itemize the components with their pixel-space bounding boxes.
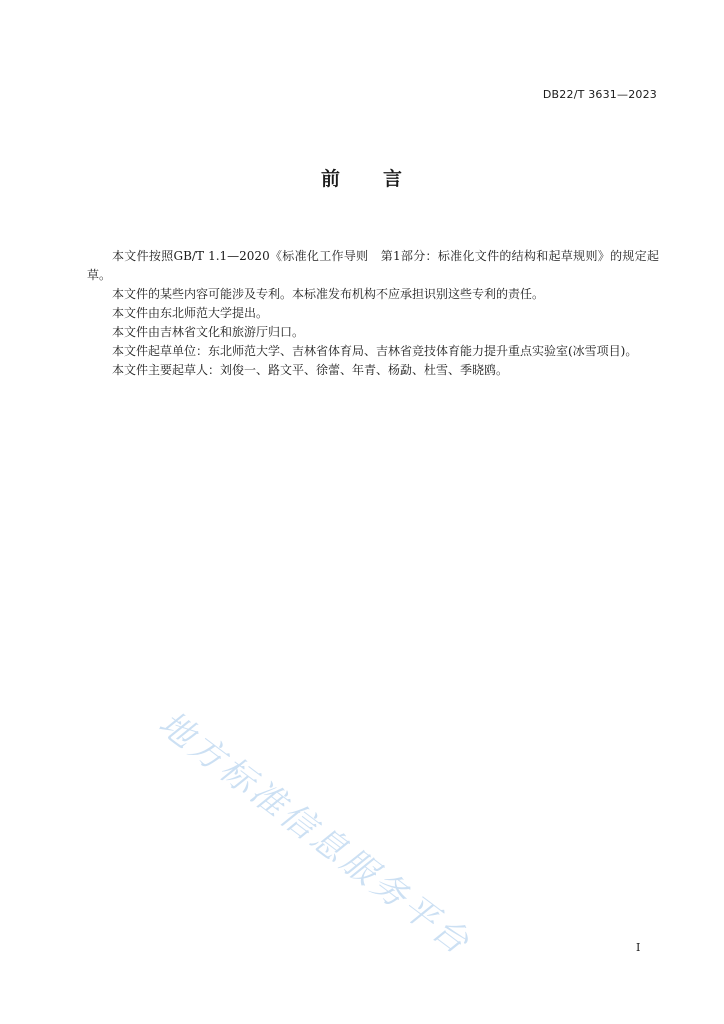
watermark: 地方标准信息服务平台 bbox=[151, 703, 479, 965]
document-code: DB22/T 3631—2023 bbox=[542, 88, 657, 101]
paragraph-proposer: 本文件由东北师范大学提出。 bbox=[112, 306, 269, 320]
page-title bbox=[0, 164, 724, 191]
paragraph-drafting-units: 本文件起草单位：东北师范大学、吉林省体育局、吉林省竞技体育能力提升重点实验室(冰雪项目)。 bbox=[112, 344, 638, 358]
foreword-body bbox=[87, 247, 659, 380]
page-number: I bbox=[636, 941, 641, 954]
title-char-2: 言 bbox=[383, 168, 404, 190]
paragraph-administrator: 本文件由吉林省文化和旅游厅归口。 bbox=[112, 325, 305, 339]
paragraph-drafters: 本文件主要起草人：刘俊一、路文平、徐蕾、年青、杨勐、杜雪、季晓鸥。 bbox=[112, 363, 509, 377]
paragraph-patent-notice: 本文件的某些内容可能涉及专利。本标准发布机构不应承担识别这些专利的责任。 bbox=[112, 287, 545, 301]
title-char-1: 前 bbox=[320, 168, 341, 190]
paragraph-drafting-basis: 本文件按照GB/T 1.1—2020《标准化工作导则 第1部分：标准化文件的结构和起草规则》的规定起草。 bbox=[87, 249, 659, 282]
